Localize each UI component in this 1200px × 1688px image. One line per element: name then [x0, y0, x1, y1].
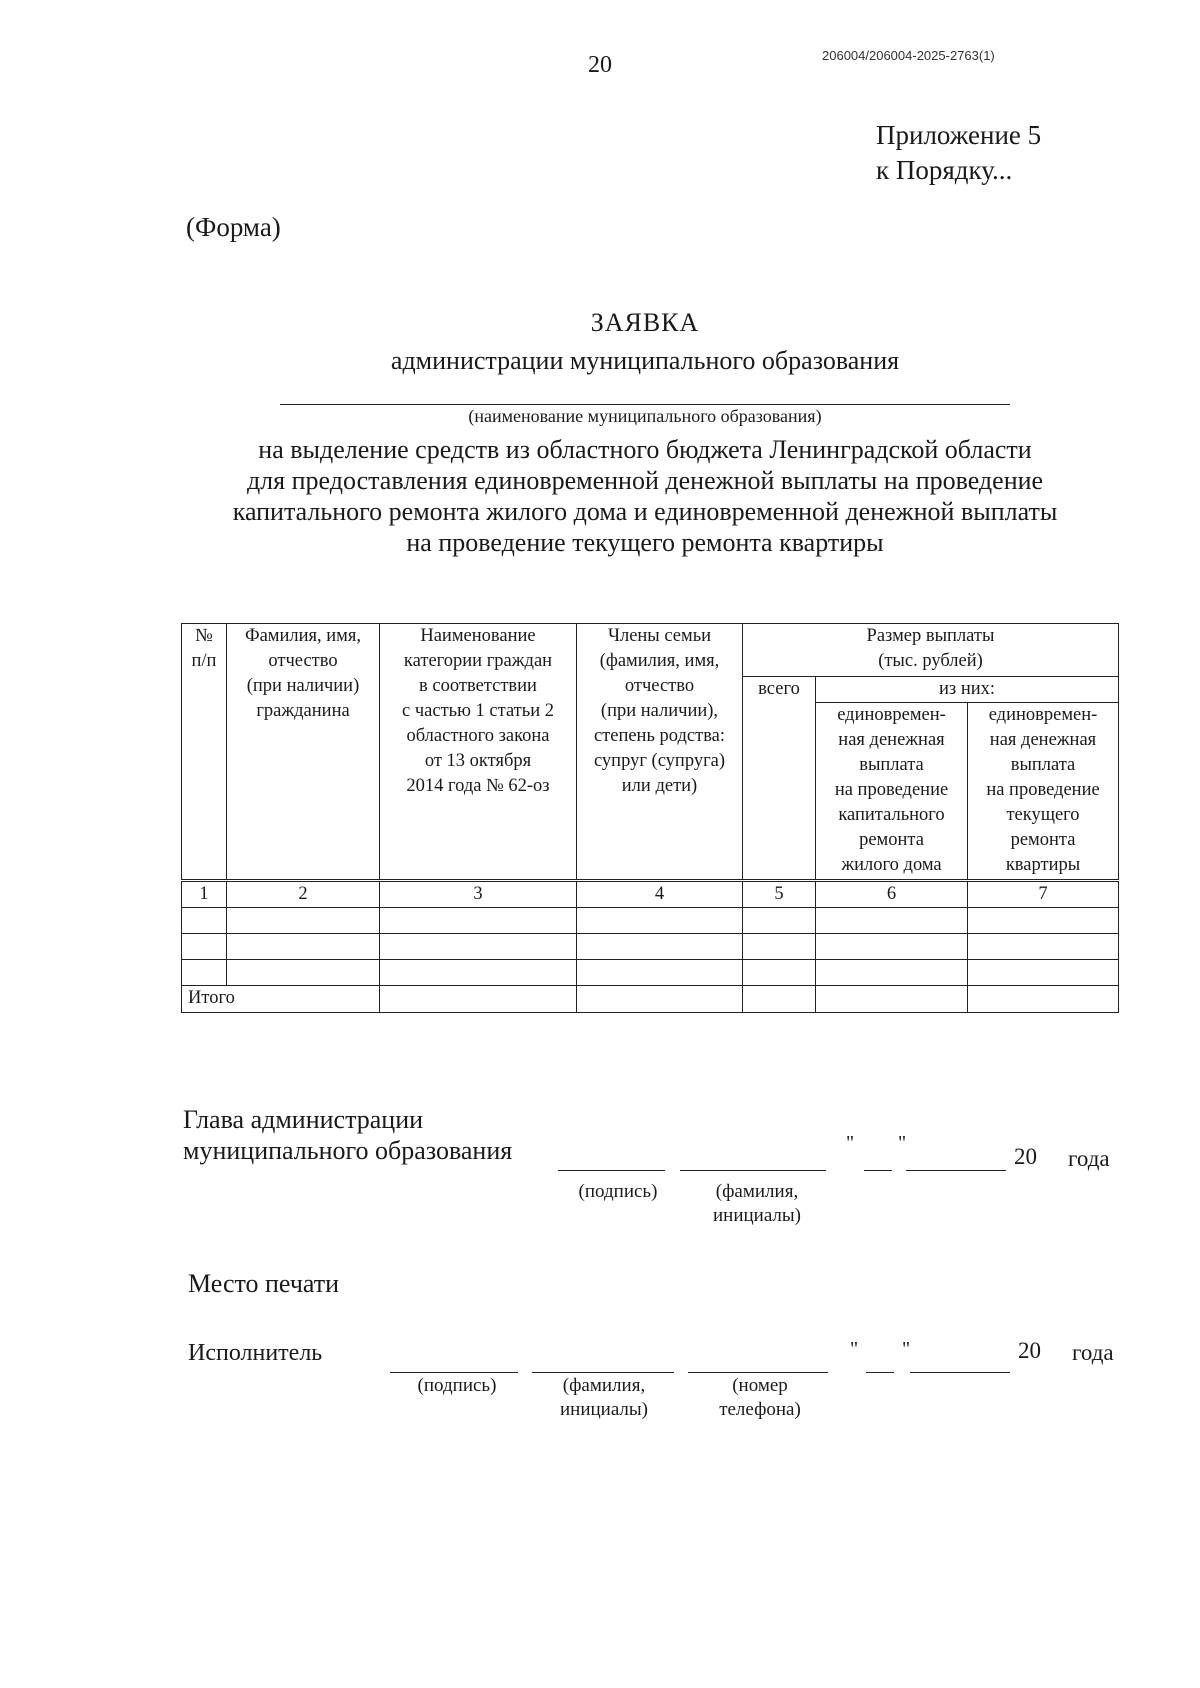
table-cell[interactable] [227, 960, 380, 986]
executor-year-prefix: 20 [1018, 1338, 1041, 1363]
executor-date-day-line[interactable] [866, 1372, 894, 1373]
head-signature-line[interactable] [558, 1170, 665, 1171]
table-cell[interactable] [227, 934, 380, 960]
year-prefix: 20 [1014, 1144, 1037, 1169]
application-table [181, 623, 1119, 1013]
total-label: Итого [182, 986, 380, 1013]
column-number: 6 [816, 881, 968, 908]
table-cell[interactable] [182, 960, 227, 986]
name-hint: (фамилия, инициалы) [712, 1181, 801, 1226]
table-cell[interactable] [380, 934, 577, 960]
table-cell[interactable] [743, 908, 816, 934]
table-cell[interactable] [968, 960, 1119, 986]
table-row [182, 960, 1119, 986]
stamp-place: Место печати [188, 1269, 340, 1298]
executor-signature-line[interactable] [390, 1372, 518, 1373]
executor-date-quote-close: " [902, 1338, 911, 1360]
table-row [182, 908, 1119, 934]
document-subtitle: администрации муниципального образования [390, 346, 900, 375]
table-cell[interactable] [380, 908, 577, 934]
municipality-name-line[interactable] [280, 404, 1010, 405]
table-cell[interactable] [182, 908, 227, 934]
municipality-name-hint: (наименование муниципального образования) [468, 406, 822, 426]
column-number-row [182, 881, 1119, 908]
table-cell[interactable] [227, 908, 380, 934]
executor-year-word: года [1072, 1340, 1114, 1365]
table-cell[interactable] [577, 934, 743, 960]
purpose-line: на выделение средств из областного бюджета Ленинградской области [258, 435, 1032, 464]
executor-name-line[interactable] [532, 1372, 674, 1373]
table-cell[interactable] [577, 960, 743, 986]
form-mark: (Форма) [186, 212, 281, 242]
executor-date-month-line[interactable] [910, 1372, 1010, 1373]
annex-line-1: Приложение 5 [876, 120, 1042, 150]
table-cell[interactable] [968, 986, 1119, 1013]
year-word: года [1068, 1146, 1110, 1171]
table-cell[interactable] [182, 934, 227, 960]
column-number: 2 [227, 881, 380, 908]
head-title-line-2: муниципального образования [183, 1136, 513, 1165]
table-cell[interactable] [577, 908, 743, 934]
column-number: 1 [182, 881, 227, 908]
header-current-repair: единовремен- ная денежная выплата на проведение текущего ремонта квартиры [968, 703, 1119, 881]
executor-phone-line[interactable] [688, 1372, 828, 1373]
table-row [182, 934, 1119, 960]
table-cell[interactable] [816, 960, 968, 986]
executor-label: Исполнитель [188, 1340, 323, 1366]
table-cell[interactable] [380, 960, 577, 986]
header-of-them: из них: [816, 677, 1119, 703]
page-number: 20 [588, 52, 612, 78]
table-cell[interactable] [743, 986, 816, 1013]
purpose-line: капитального ремонта жилого дома и единовременной денежной выплаты [232, 497, 1058, 526]
purpose-line: для предоставления единовременной денежной выплаты на проведение [246, 466, 1044, 495]
total-row [182, 986, 1119, 1013]
document-title: ЗАЯВКА [590, 308, 700, 337]
signature-hint: (подпись) [578, 1181, 658, 1202]
column-number: 5 [743, 881, 816, 908]
column-number: 4 [577, 881, 743, 908]
purpose-text [120, 434, 1170, 558]
table-cell[interactable] [816, 934, 968, 960]
table-cell[interactable] [743, 934, 816, 960]
header-number: № п/п [182, 624, 227, 881]
column-number: 3 [380, 881, 577, 908]
executor-name-hint: (фамилия, инициалы) [559, 1375, 648, 1420]
executor-date-quote-open: " [850, 1338, 859, 1360]
header-category: Наименование категории граждан в соответствии с частью 1 статьи 2 областного закона от 13 октября 2014 года № 62-оз [380, 624, 577, 881]
table-cell[interactable] [743, 960, 816, 986]
table-cell[interactable] [816, 908, 968, 934]
table-cell[interactable] [968, 908, 1119, 934]
document-id: 206004/206004-2025-2763(1) [822, 48, 995, 63]
executor-signature-hint: (подпись) [417, 1375, 497, 1396]
header-payment-amount: Размер выплаты (тыс. рублей) [743, 624, 1119, 677]
column-number: 7 [968, 881, 1119, 908]
date-day-line[interactable] [864, 1170, 892, 1171]
table-cell[interactable] [577, 986, 743, 1013]
date-month-line[interactable] [906, 1170, 1006, 1171]
annex-line-2: к Порядку... [876, 155, 1013, 185]
date-quote-close: " [898, 1132, 907, 1154]
head-title [183, 1104, 512, 1166]
executor-phone-hint: (номер телефона) [719, 1375, 801, 1420]
header-total: всего [743, 677, 816, 881]
date-quote-open: " [846, 1132, 855, 1154]
table-cell[interactable] [968, 934, 1119, 960]
purpose-line: на проведение текущего ремонта квартиры [406, 528, 884, 557]
annex-note [876, 118, 1041, 188]
head-name-line[interactable] [680, 1170, 826, 1171]
header-family-members: Члены семьи (фамилия, имя, отчество (при наличии), степень родства: супруг (супруга) или дети) [577, 624, 743, 881]
table-cell[interactable] [816, 986, 968, 1013]
table-cell[interactable] [380, 986, 577, 1013]
head-title-line-1: Глава администрации [183, 1105, 424, 1134]
header-capital-repair: единовремен- ная денежная выплата на проведение капитального ремонта жилого дома [816, 703, 968, 881]
header-full-name: Фамилия, имя, отчество (при наличии) гражданина [227, 624, 380, 881]
